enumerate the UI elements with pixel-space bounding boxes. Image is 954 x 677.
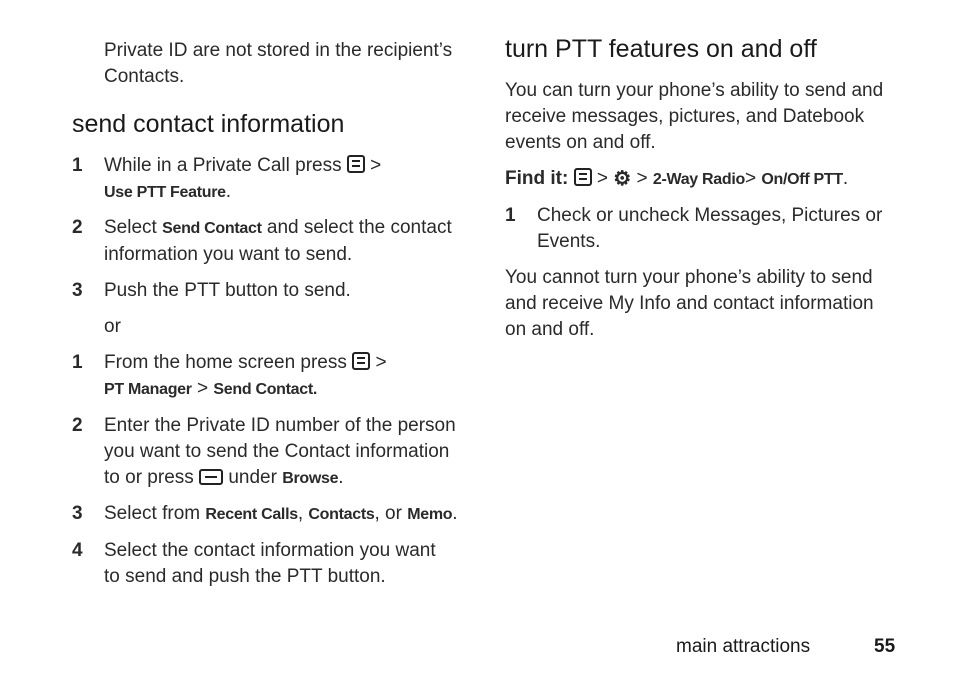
step-text xyxy=(104,413,474,492)
cmd-on-off-ptt: On/Off PTT xyxy=(761,171,843,188)
cmd-send-contact: Send Contact. xyxy=(213,381,318,398)
ptt-intro-paragraph xyxy=(505,78,905,156)
or-separator: or xyxy=(104,316,121,337)
para-line: on and off. xyxy=(505,319,595,340)
step-text xyxy=(104,538,474,590)
para-line: events on and off. xyxy=(505,132,656,153)
step-number: 4 xyxy=(72,540,83,561)
step-text xyxy=(104,350,474,403)
step-text-line1: Check or uncheck Messages, Pictures or xyxy=(537,205,883,226)
step-number: 1 xyxy=(72,352,83,373)
intro-line-1: Private ID are not stored in the recipient’s xyxy=(104,40,453,61)
step-b4 xyxy=(72,538,472,590)
soft-key-icon xyxy=(199,469,223,485)
step-number: 2 xyxy=(72,415,83,436)
step-text-line2: you want to send the Contact information xyxy=(104,441,450,462)
step-b3 xyxy=(72,501,472,527)
step-a2 xyxy=(72,215,472,267)
step-text xyxy=(537,203,897,255)
intro-line-2: Contacts. xyxy=(104,66,185,87)
step-text-post: > xyxy=(375,352,387,373)
step-number: 1 xyxy=(505,205,516,226)
step-number: 3 xyxy=(72,503,83,524)
step-text-line1: Enter the Private ID number of the person xyxy=(104,415,456,436)
step-a3 xyxy=(72,278,472,304)
page-number: 55 xyxy=(874,636,896,657)
cmd-use-ptt-feature: Use PTT Feature xyxy=(104,184,226,201)
path-separator: > xyxy=(636,168,648,189)
step-text-line1: Select the contact information you want xyxy=(104,540,436,561)
section-heading-turn-ptt: turn PTT features on and off xyxy=(505,35,817,63)
step-number: 2 xyxy=(72,217,83,238)
step-text xyxy=(104,215,474,268)
step-text-end: . xyxy=(338,467,344,488)
step-text-line3-pre: to or press xyxy=(104,467,194,488)
step-separator: , or xyxy=(374,503,402,524)
section-heading-send-contact: send contact information xyxy=(72,110,345,138)
settings-icon: ⚙ xyxy=(613,168,632,190)
menu-key-icon xyxy=(347,155,365,173)
step-text-pre: Select from xyxy=(104,503,201,524)
find-it-label: Find it: xyxy=(505,168,569,189)
step-number: 3 xyxy=(72,280,83,301)
para-line: You cannot turn your phone’s ability to send xyxy=(505,267,873,288)
step-text-line2: Events. xyxy=(537,231,601,252)
cmd-pt-manager: PT Manager xyxy=(104,381,192,398)
find-it-path xyxy=(505,166,905,193)
step-separator: > xyxy=(196,378,209,399)
step-b2 xyxy=(72,413,472,491)
step-b1 xyxy=(72,350,472,402)
para-line: and receive My Info and contact information xyxy=(505,293,874,314)
para-line: receive messages, pictures, and Datebook xyxy=(505,106,865,127)
cmd-contacts: Contacts xyxy=(308,506,375,523)
step-text xyxy=(104,501,474,528)
para-line: You can turn your phone’s ability to send and xyxy=(505,80,884,101)
menu-key-icon xyxy=(574,168,592,186)
step-a1 xyxy=(72,153,472,205)
step-text xyxy=(104,153,474,206)
path-separator: > xyxy=(596,168,608,189)
step-text-line2: information you want to send. xyxy=(104,244,353,265)
step-text: Push the PTT button to send. xyxy=(104,280,351,301)
footer-section-label: main attractions xyxy=(676,636,811,657)
step-text-post: > xyxy=(370,155,382,176)
path-separator: > xyxy=(745,168,757,189)
cmd-memo: Memo xyxy=(407,506,453,523)
cmd-recent-calls: Recent Calls xyxy=(205,506,298,523)
step-text-line3-mid: under xyxy=(228,467,277,488)
ptt-note-paragraph xyxy=(505,265,905,343)
step-separator: , xyxy=(297,503,304,524)
step-text-line2: to send and push the PTT button. xyxy=(104,566,386,587)
step-text-pre: While in a Private Call press xyxy=(104,155,342,176)
step-text-pre: From the home screen press xyxy=(104,352,347,373)
step-number: 1 xyxy=(72,155,83,176)
path-end: . xyxy=(842,168,849,189)
cmd-send-contact: Send Contact xyxy=(162,220,262,237)
step-text-post: and select the contact xyxy=(266,217,452,238)
intro-text xyxy=(104,38,484,90)
cmd-browse: Browse xyxy=(282,470,339,487)
step-text-end: . xyxy=(225,181,232,202)
step-text-pre: Select xyxy=(104,217,157,238)
menu-key-icon xyxy=(352,352,370,370)
step-text-end: . xyxy=(452,503,458,524)
step-ptt-1 xyxy=(505,203,905,255)
cmd-2-way-radio: 2-Way Radio xyxy=(652,171,745,188)
